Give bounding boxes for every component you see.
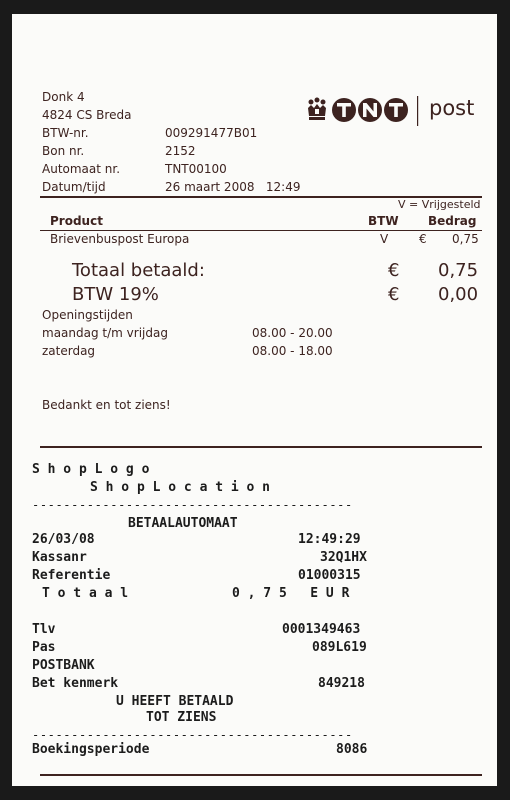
field-label-automaat: Automaat nr. — [42, 162, 121, 176]
pin-title: BETAALAUTOMAAT — [128, 516, 238, 531]
total-label: Totaal betaald: — [72, 260, 205, 281]
pin-time: 12:49:29 — [298, 532, 361, 547]
referentie-label: Referentie — [32, 568, 111, 583]
vat-label: BTW 19% — [72, 284, 159, 305]
col-product: Product — [50, 214, 103, 228]
logo-word-post: post — [429, 96, 475, 120]
col-btw: BTW — [368, 214, 399, 228]
field-value-bon: 2152 — [165, 144, 196, 158]
table-header-rule — [40, 230, 482, 231]
dashed-line-bottom: ----------------------------------------- — [32, 728, 353, 742]
legend-vrijgesteld: V = Vrijgesteld — [398, 198, 481, 211]
kassanr-label: Kassanr — [32, 550, 87, 565]
field-label-datum: Datum/tijd — [42, 180, 106, 194]
hours-time-weekday: 08.00 - 20.00 — [252, 326, 333, 340]
total-currency: € — [388, 260, 400, 281]
pas-value: 089L619 — [312, 640, 367, 655]
boekingsperiode-label: Boekingsperiode — [32, 742, 150, 757]
paid-message: U HEEFT BETAALD — [116, 694, 234, 709]
bank-name: POSTBANK — [32, 658, 95, 673]
field-value-datum: 26 maart 2008 12:49 — [165, 180, 301, 194]
col-bedrag: Bedrag — [428, 214, 477, 228]
receipt-paper — [12, 14, 497, 786]
total-value: 0,75 — [438, 260, 479, 281]
dashed-line-top: ----------------------------------------- — [32, 498, 353, 512]
bet-kenmerk-value: 849218 — [318, 676, 365, 691]
vat-currency: € — [388, 284, 400, 305]
item-btw: V — [380, 232, 389, 246]
address-line-1: Donk 4 — [42, 90, 85, 104]
field-label-bon: Bon nr. — [42, 144, 85, 158]
pin-total-label: T o t a a l — [42, 586, 129, 601]
hours-days-saturday: zaterdag — [42, 344, 96, 358]
thanks-message: Bedankt en tot ziens! — [42, 398, 171, 412]
address-line-2: 4824 CS Breda — [42, 108, 132, 122]
tlv-value: 0001349463 — [282, 622, 361, 637]
tnt-post-logo — [307, 96, 475, 136]
bet-kenmerk-label: Bet kenmerk — [32, 676, 119, 691]
field-value-automaat: TNT00100 — [165, 162, 227, 176]
item-currency: € — [419, 232, 427, 246]
tlv-label: Tlv — [32, 622, 56, 637]
referentie-value: 01000315 — [298, 568, 361, 583]
pas-label: Pas — [32, 640, 56, 655]
shop-location: S h o p L o c a t i o n — [90, 480, 271, 495]
boekingsperiode-value: 8086 — [336, 742, 368, 757]
item-product: Brievenbuspost Europa — [50, 232, 190, 246]
goodbye-message: TOT ZIENS — [146, 710, 217, 725]
shop-logo: S h o p L o g o — [32, 462, 150, 477]
hours-days-weekday: maandag t/m vrijdag — [42, 326, 168, 340]
item-amount: 0,75 — [452, 232, 479, 246]
vat-value: 0,00 — [438, 284, 479, 305]
pin-date: 26/03/08 — [32, 532, 95, 547]
hours-title: Openingstijden — [42, 308, 133, 322]
field-value-btw: 009291477B01 — [165, 126, 258, 140]
header-rule — [40, 196, 482, 198]
pin-total-value: 0 , 7 5 E U R — [232, 586, 350, 601]
field-label-btw: BTW-nr. — [42, 126, 89, 140]
kassanr-value: 32Q1HX — [320, 550, 367, 565]
hours-time-saturday: 08.00 - 18.00 — [252, 344, 333, 358]
bottom-rule — [40, 774, 482, 776]
section-divider — [40, 446, 482, 448]
